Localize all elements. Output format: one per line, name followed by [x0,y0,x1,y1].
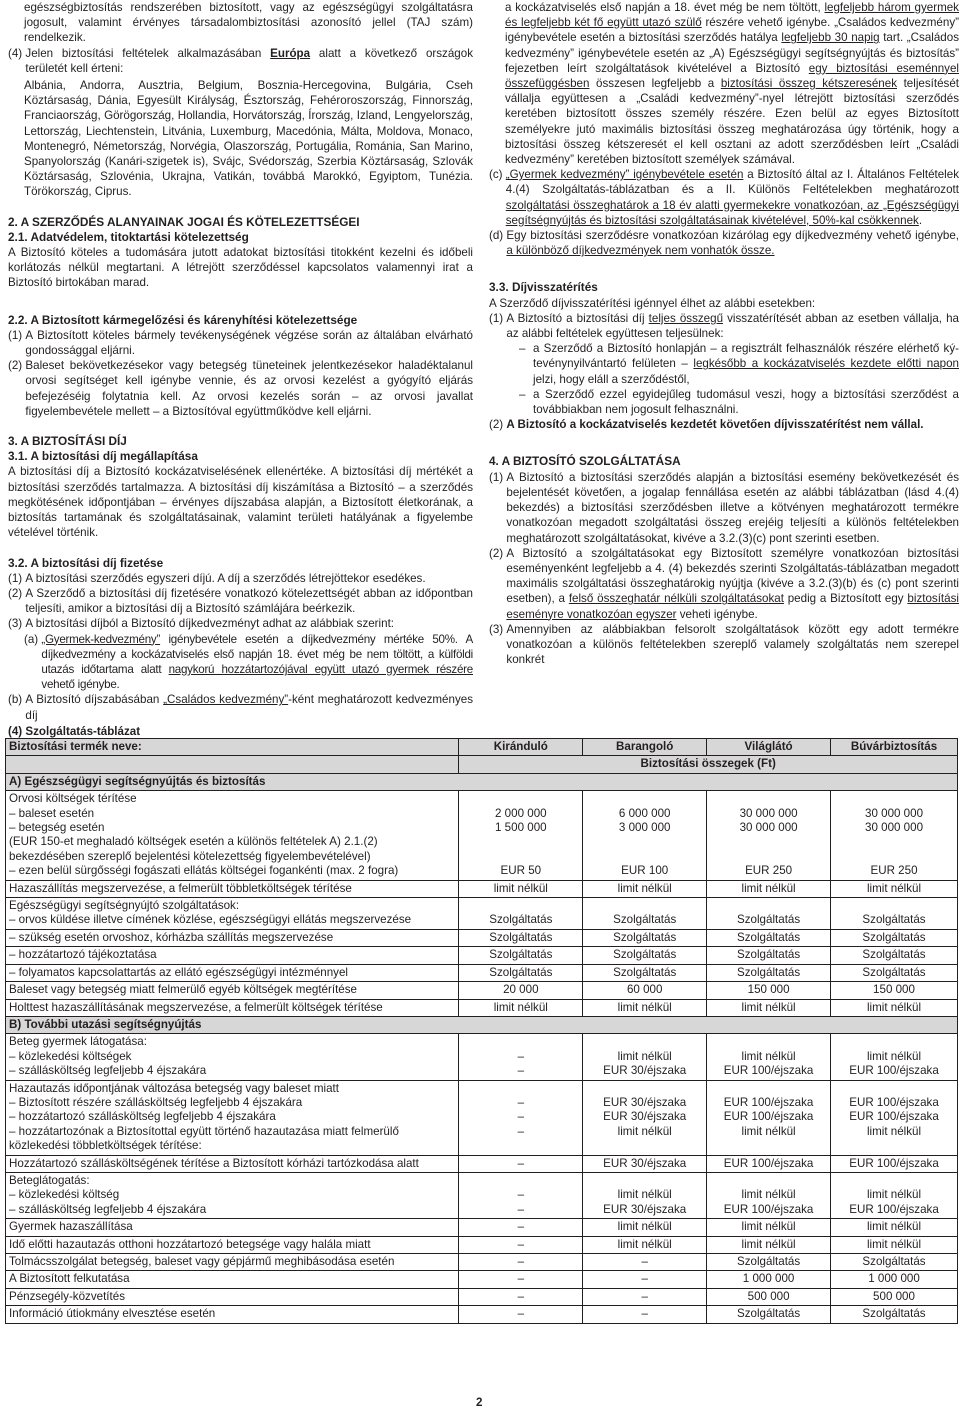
paragraph-number: (1) [489,311,507,325]
section-empty-cell [459,773,583,790]
paragraph-text: A Biztosító díjszabásában [25,693,164,707]
section-label: A) Egészségügyi segítségnyújtás és biztosítás [6,773,459,790]
service-label: Idő előtti hazautazás otthoni hozzátartozó betegsége vagy halála miatt [6,1236,459,1253]
service-amount: Szolgáltatás [583,898,707,930]
table-row [6,898,958,930]
paragraph-3-2-3-b [8,692,473,722]
service-table [5,738,958,1324]
section-3-1-heading: 3.1. A biztosítási díj megállapítása [8,449,198,464]
service-amount: 20 000 [459,982,583,999]
paragraph-4-3 [489,622,959,668]
table-subheader-row [6,756,958,773]
intro-paragraph [8,0,473,46]
product-name-header: Biztosítási termék neve: [6,739,459,756]
underlined-text: biztosítási összeg kétszeresének [720,77,897,91]
service-amount: limit nélkül EUR 100/éjszaka [831,1172,958,1218]
service-amount: 150 000 [707,982,831,999]
p4-text-b: alatt a következő országok területét kell érteni: [25,46,473,75]
service-amount: limit nélkül [831,1219,958,1236]
empty-header-cell [6,756,459,773]
paragraph-text: pedig a Biztosított egy [783,592,908,606]
service-label: Hazautazás időpontjának változása betegség vagy baleset miatt – Biztosított részére szállásköltség legfeljebb 4 éjszakára – hozzátartozó szállásköltség legfeljebb 4 éjszakára – hozzátartozónak a Biztosítottal együtt történő hazautazása miatt felmerülő közlekedési többletköltségek térítése: [6,1080,459,1155]
service-amount: 60 000 [583,982,707,999]
paragraph-number: (2) [489,546,507,560]
service-label: Holttest hazaszállításának megszervezése, a felmerült költségek térítése [6,999,459,1016]
service-amount: – [459,1254,583,1271]
section-2-heading: 2. A SZERZŐDÉS ALANYAINAK JOGAI ÉS KÖTELEZETTSÉGEI [8,214,360,229]
service-amount: – [459,1236,583,1253]
paragraph-text: A biztosítási szerződés egyszeri díjú. A díj a szerződés létrejöttekor esedékes. [25,571,426,585]
sum-insured-header: Biztosítási összegek (Ft) [459,756,958,773]
service-amount: limit nélkül [707,880,831,897]
paragraph-number: (d) [489,229,507,243]
service-amount: Szolgáltatás [459,929,583,946]
paragraph-3-2-3-a [8,632,473,693]
child-discount-term: „Gyermek-kedvezmény” [41,632,161,646]
service-amount: Szolgáltatás [707,964,831,981]
paragraph-number: (3) [489,622,507,636]
service-amount: – [583,1254,707,1271]
table-header-row [6,739,958,756]
service-amount: Szolgáltatás [831,964,958,981]
paragraph-2-2-2 [8,358,473,419]
section-empty-cell [707,1016,831,1033]
paragraph-text: A Biztosító a szolgáltatásokat egy Biztosított személyre vonatkozóan biztosítási eseményenként legfeljebb a 4. (4) bekezdés szerinti Szolgáltatás-táblázatban megadott maximális szolgáltatási összeghatárokig nyújtja (kivéve a 3.2.(3)(b) és (c) pont szerinti esetben), a [506,546,959,606]
service-label: Hozzátartozó szállásköltségének térítése a Biztosított kórházi tartózkodása alatt [6,1155,459,1172]
service-amount: EUR 100/éjszaka EUR 100/éjszaka limit nélkül [707,1080,831,1155]
service-amount: Szolgáltatás [707,1254,831,1271]
paragraph-text: összesen legfeljebb a [589,77,721,91]
table-row [6,1080,958,1155]
service-amount: – [459,1155,583,1172]
service-amount: – [459,1219,583,1236]
section-4-heading: 4. A BIZTOSÍTÓ SZOLGÁLTATÁSA [489,454,681,469]
intro-text: egészségbiztosítás rendszerében biztosított, vagy az egészségügyi szolgáltatásra jogosult, valamint érvényes társadalombiztosítási azonosító jellel (TAJ szám) rendelkezik. [24,1,473,45]
page-number: 2 [476,1396,483,1409]
paragraph-number: (2) [489,418,507,432]
section-empty-cell [583,773,707,790]
paragraph-number: (4) [8,46,26,60]
paragraph-3-2-2 [8,586,473,616]
paragraph-3-3-1 [489,311,959,341]
service-amount: limit nélkül EUR 30/éjszaka [583,1034,707,1080]
underlined-text: egy biztosítási eseménnyel összefüggésben [505,61,959,91]
table-row [6,1034,958,1080]
condition-item-2 [489,387,959,417]
service-amount: – [583,1271,707,1288]
paragraph-number: (c) [489,168,506,182]
paragraph-text: A Biztosító a biztosítási szerződés alapján a biztosítási esemény bekövetkezését és bejelentését követően, a jogalap fennállása esetén az alábbi táblázatban (lásd 4.(4) bekezdés) a biztosítási szerződésben illetve a kötvényen meghatározott termékre vonatkozóan megadott szolgáltatási összeg erejéig teljesíti a különös feltételekben meghatározott szolgáltatásokat, kivéve a 3.2.(3)(c) pont szerinti esetben. [506,470,959,545]
service-amount: limit nélkül [831,999,958,1016]
service-amount: Szolgáltatás [831,1254,958,1271]
countries-list: Albánia, Andorra, Ausztria, Belgium, Bosznia-Hercegovina, Bulgária, Cseh Köztársaság, Dánia, Egyesült Királyság, Észtország, Fehéroroszország, Finnország, Franciaország, Görögország, Hollandia, Horvátország, Írország, Izland, Lengyelország, Lettország, Liechtenstein, Litvánia, Luxemburg, Macedónia, Málta, Moldova, Monaco, Montenegró, Németország, Norvégia, Olaszország, Portugália, Románia, San Marino, Spanyolország (Kanári-szigetek is), Svájc, Svédország, Szerbia Köztársaság, Szlovák Köztársaság, Szlovénia, Ukrajna, Vatikán, továbbá Marokkó, Egyiptom, Tunézia. Törökország, Ciprus. [24,79,473,199]
section-2-2-heading: 2.2. A Biztosított kármegelőzési és kárenyhítési kötelezettsége [8,312,358,327]
service-label: Baleset vagy betegség miatt felmerülő egyéb költségek megtérítése [6,982,459,999]
paragraph-text: a Biztosító által az I. Általános Feltételek 4.(4) Szolgáltatás-táblázatban és a II. Különös Feltételekben meghatározott [505,168,960,197]
service-label: Egészségügyi segítségnyújtó szolgáltatások: – orvos küldése illetve címének közlése, egészségügyi ellátás megszervezése [6,898,459,930]
section-empty-cell [459,1016,583,1033]
europa-term: Európa [270,46,311,60]
service-amount: Szolgáltatás [707,1306,831,1323]
underlined-text: legfeljebb 30 napig [781,31,880,45]
paragraph-4-2 [489,546,959,622]
p4-text-a: Jelen biztosítási feltételek alkalmazásában [25,46,271,60]
service-amount: Szolgáltatás [583,964,707,981]
service-label: Beteg gyermek látogatása: – közlekedési költségek – szállásköltség legfeljebb 4 éjszakára [6,1034,459,1080]
product-header: Búvárbiztosítás [831,739,958,756]
section-3-3-heading: 3.3. Díjvisszatérítés [489,280,598,295]
underlined-text: legkésőbb a kockázatviselés kezdete előtti napon [693,357,959,371]
service-amount: 500 000 [707,1288,831,1305]
service-amount: 1 000 000 [707,1271,831,1288]
table-row [6,929,958,946]
service-amount: Szolgáltatás [459,964,583,981]
section-2-1-heading: 2.1. Adatvédelem, titoktartási kötelezettség [8,229,249,244]
service-amount: – [583,1288,707,1305]
service-amount: 150 000 [831,982,958,999]
paragraph-number: (1) [489,470,507,484]
service-amount: Szolgáltatás [459,947,583,964]
paragraph-text: a kockázatviselés első napján a 18. évet még be nem töltött, [505,1,825,14]
service-amount: Szolgáltatás [707,898,831,930]
service-label: Beteglátogatás: – közlekedési költség – szállásköltség legfeljebb 4 éjszakára [6,1172,459,1218]
service-amount: limit nélkül EUR 30/éjszaka [583,1172,707,1218]
service-amount: Szolgáltatás [459,898,583,930]
service-amount: EUR 30/éjszaka [583,1155,707,1172]
service-table-wrapper [5,738,958,1324]
left-column [8,0,473,723]
underlined-text: legfeljebb három gyermek és legfeljebb két fő együtt utazó szülő [505,1,959,30]
dash-marker: – [519,342,529,356]
service-amount: – [459,1288,583,1305]
paragraph-text: részére vehető igénybe. „Családos kedvezmény” igénybevétele esetén a biztosítási szerződés hatálya [505,16,959,45]
service-amount: Szolgáltatás [707,947,831,964]
service-amount: Szolgáltatás [831,898,958,930]
paragraph-number: (1) [8,571,26,585]
dash-marker: – [519,387,529,401]
section-empty-cell [583,1016,707,1033]
service-label: – folyamatos kapcsolattartás az ellátó egészségügyi intézménnyel [6,964,459,981]
table-row [6,1271,958,1288]
table-section-row [6,773,958,790]
paragraph-text: A Biztosító a biztosítási díj [506,311,649,325]
table-caption: (4) Szolgáltatás-táblázat [8,725,141,738]
service-label: Tolmácsszolgálat betegség, baleset vagy gépjármű meghibásodása esetén [6,1254,459,1271]
underlined-text: szolgáltatási összeghatárok a 18 év alatti gyermekekre vonatkozóan, az „Egészségügyi segítségnyújtás és biztosítási szolgáltatásainak kivételével, 50%-kal csökkennek [505,198,959,227]
section-empty-cell [707,773,831,790]
service-amount: EUR 30/éjszaka EUR 30/éjszaka limit nélkül [583,1080,707,1155]
paragraph-3-2-1 [8,571,473,586]
paragraph-text: vehető igénybe. [41,678,120,692]
paragraph-3-3-2 [489,417,959,432]
table-row [6,880,958,897]
paragraph-number: (1) [8,328,26,342]
paragraph-text: A Szerződő a biztosítási díj fizetésére vonatkozó kötelezettségét abban az időpontban teljesíti, amikor a biztosítási díj a Biztosító számlájára beérkezik. [25,586,473,616]
section-3-heading: 3. A BIZTOSÍTÁSI DÍJ [8,434,127,449]
table-row [6,982,958,999]
service-amount: – – [459,1172,583,1218]
service-amount: limit nélkül [707,999,831,1016]
underlined-text: a különböző díjkedvezmények nem vonhatók össze. [506,244,775,258]
product-header: Barangoló [583,739,707,756]
service-amount: 30 000 000 30 000 000 EUR 250 [831,791,958,880]
table-row [6,1306,958,1323]
table-row [6,1155,958,1172]
service-amount: Szolgáltatás [831,1306,958,1323]
table-row [6,1288,958,1305]
table-body [6,773,958,1323]
paragraph-text: jelzi, hogy eláll a szerződéstől, [533,372,690,386]
underlined-text: biztosítási eseményre vonatkozóan egyszer [506,592,959,621]
paragraph-3-2-3-d [489,228,959,258]
table-section-row [6,1016,958,1033]
service-amount: limit nélkül [459,999,583,1016]
section-2-1-text: A Biztosító köteles a tudomására jutott adatokat biztosítási titokként kezelni és időbeli korlátozás nélkül megtartani. A létrejött szerződéssel kapcsolatos valamennyi irat a Biztosító birtokában marad. [8,246,473,290]
service-amount: limit nélkül [707,1219,831,1236]
paragraph-number: (3) [8,617,26,631]
underlined-text: „Gyermek kedvezmény” igénybevétele esetén [505,168,744,182]
table-row [6,947,958,964]
paragraph-2-2-1 [8,328,473,358]
service-amount: 6 000 000 3 000 000 EUR 100 [583,791,707,880]
service-amount: 500 000 [831,1288,958,1305]
underlined-text: nagykorú hozzátartozójával együtt utazó gyermek részére [168,662,473,676]
service-label: Gyermek hazaszállítása [6,1219,459,1236]
service-amount: EUR 100/éjszaka [831,1155,958,1172]
service-amount: limit nélkül EUR 100/éjszaka [707,1172,831,1218]
service-amount: limit nélkül [459,880,583,897]
service-amount: EUR 100/éjszaka [707,1155,831,1172]
section-label: B) További utazási segítségnyújtás [6,1016,459,1033]
paragraph-3-2-3-c [489,167,959,228]
service-label: – hozzátartozó tájékoztatása [6,947,459,964]
service-amount: – [583,1306,707,1323]
paragraph-4 [8,46,473,76]
paragraph-3-2-3 [8,616,473,631]
table-row [6,791,958,880]
service-amount: Szolgáltatás [831,947,958,964]
paragraph-text: teljesítését vállalja együttesen a „Családi kedvezmény”-nyel létrejött biztosítási szerződés keretében biztosított összes személy részére. Ezen belül az egyes Biztosított személyekre jutó maximális biztosítási összeg meghatározása úgy történik, hogy a biztosítási összeg kétszeresét el kell osztani az adott szerződésben leírt „Családi kedvezmény” keretében biztosított személyek számával. [505,77,959,167]
paragraph-text: igénybevétele esetén a díjkedvezmény mértéke 50%. A díjkedvezmény a kockázatviselés első napján 18. évet még be nem töltött, a külföldi utazás időtartama alatt [41,632,473,676]
paragraph-text: visszatérítését abban az esetben vállalja, ha az alábbi feltételek együttesen teljesülnek: [506,311,959,341]
underlined-text: teljes összegű [648,311,724,325]
service-label: Orvosi költségek térítése – baleset esetén – betegség esetén (EUR 150-et meghaladó költségek esetén a különös feltételek A) 2.1.(2) bekezdésében szereplő bejelentési kötelezettség figyelembevételével) – ezen belül sürgősségi fogászati ellátás költségei fogankénti (max. 2 fogra) [6,791,459,880]
paragraph-number: (2) [8,359,26,373]
family-discount-continued [489,0,959,167]
product-header: Világlátó [707,739,831,756]
condition-item-1 [489,341,959,387]
section-empty-cell [831,773,958,790]
paragraph-text: a Szerződő ezzel egyidejűleg tudomásul veszi, hogy a biztosítási szerződést a továbbiakban nem jogosult felhasználni. [533,387,959,417]
service-amount: limit nélkül [583,999,707,1016]
paragraph-text: A Biztosított köteles bármely tevékenységének végzése során az általában elvárható gondossággal eljárni. [25,328,473,358]
service-amount: limit nélkül EUR 100/éjszaka [707,1034,831,1080]
paragraph-text: a Szerződő a Biztosító honlapján – a regisztrált felhasználók részére elérhető kýtevénynyilvántartó felületen – [533,342,959,371]
paragraph-4-1 [489,470,959,546]
section-3-3-text: A Szerződő díjvisszatérítési igénnyel élhet az alábbi esetekben: [489,296,816,310]
paragraph-text: -ként meghatározott kedvezményes díj [25,693,473,722]
service-amount: limit nélkül [707,1236,831,1253]
service-amount: – [459,1306,583,1323]
table-row [6,1254,958,1271]
paragraph-text: veheti igénybe. [676,607,758,621]
paragraph-text: . [918,213,923,227]
service-label: Hazaszállítás megszervezése, a felmerült többletköltségek térítése [6,880,459,897]
table-row [6,964,958,981]
service-amount: Szolgáltatás [583,929,707,946]
paragraph-number: (b) [8,693,26,707]
service-amount: 1 000 000 [831,1271,958,1288]
paragraph-text: tart. „Családos kedvezmény” igénybevétele esetén az „A) Egészségügyi segítségnyújtás és biztosítás” fejezetben leírt szolgáltatások kivételével a Biztosító [505,31,959,75]
table-row [6,999,958,1016]
paragraph-text: Amennyiben az alábbiakban felsorolt szolgáltatások között egy adott termékre vonatkozóan a különös feltételekben szereplő valamely szolgáltatás nem szerepel konkrét [506,622,959,667]
service-amount: – [459,1271,583,1288]
service-amount: limit nélkül EUR 100/éjszaka [831,1034,958,1080]
family-discount-term: „Családos kedvezmény” [163,693,289,707]
service-amount: 30 000 000 30 000 000 EUR 250 [707,791,831,880]
service-amount: – – [459,1034,583,1080]
section-3-1-text: A biztosítási díj a Biztosító kockázatviselésének ellenértéke. A biztosítási díj mértékét a biztosítási szerződés tartalmazza. A biztosítási díj kiszámítása a Biztosító – a szerződés megkötésének időpontjában – érvényes díjszabása alapján, a Biztosított életkorának, a biztosítás tartamának és szolgáltatásainak, valamint területi hatályának a figyelembe vételével történik. [8,465,473,540]
underlined-text: felső összeghatár nélküli szolgáltatásokat [568,592,784,606]
service-amount: limit nélkül [583,1236,707,1253]
paragraph-text: A biztosítási díjból a Biztosító díjkedvezményt adhat az alábbiak szerint: [25,617,395,631]
service-label: Pénzsegély-közvetítés [6,1288,459,1305]
table-row [6,1219,958,1236]
paragraph-number: (a) [24,632,42,646]
service-amount: – – – [459,1080,583,1155]
service-amount: Szolgáltatás [831,929,958,946]
service-amount: limit nélkül [583,880,707,897]
product-header: Kiránduló [459,739,583,756]
paragraph-text: A Biztosító a kockázatviselés kezdetét követően díjvisszatérítést nem vállal. [506,418,924,432]
paragraph-number: (2) [8,586,26,600]
service-amount: limit nélkül [583,1219,707,1236]
section-empty-cell [831,1016,958,1033]
service-amount: 2 000 000 1 500 000 EUR 50 [459,791,583,880]
service-label: – szükség esetén orvoshoz, kórházba szállítás megszervezése [6,929,459,946]
service-amount: limit nélkül [831,1236,958,1253]
table-row [6,1172,958,1218]
table-row [6,1236,958,1253]
service-amount: EUR 100/éjszaka EUR 100/éjszaka limit nélkül [831,1080,958,1155]
service-amount: Szolgáltatás [583,947,707,964]
service-label: A Biztosított felkutatása [6,1271,459,1288]
paragraph-text: Egy biztosítási szerződésre vonatkozóan kizárólag egy díjkedvezmény vehető igénybe, [506,229,959,243]
service-amount: Szolgáltatás [707,929,831,946]
service-label: Információ útiokmány elvesztése esetén [6,1306,459,1323]
section-3-2-heading: 3.2. A biztosítási díj fizetése [8,555,164,570]
right-column [489,0,959,667]
service-amount: limit nélkül [831,880,958,897]
paragraph-text: Baleset bekövetkezésekor vagy betegség tüneteinek jelentkezésekor haladéktalanul orvosi segítséget kell igénybe vennie, és az orvosi kezelést a gyógyító eljárás befejezéséig folytatnia kell. Az orvosi kezelés során – az orvosi javallat figyelembevétele mellett – a Biztosítóval együttműködve kell eljárni. [25,359,473,418]
